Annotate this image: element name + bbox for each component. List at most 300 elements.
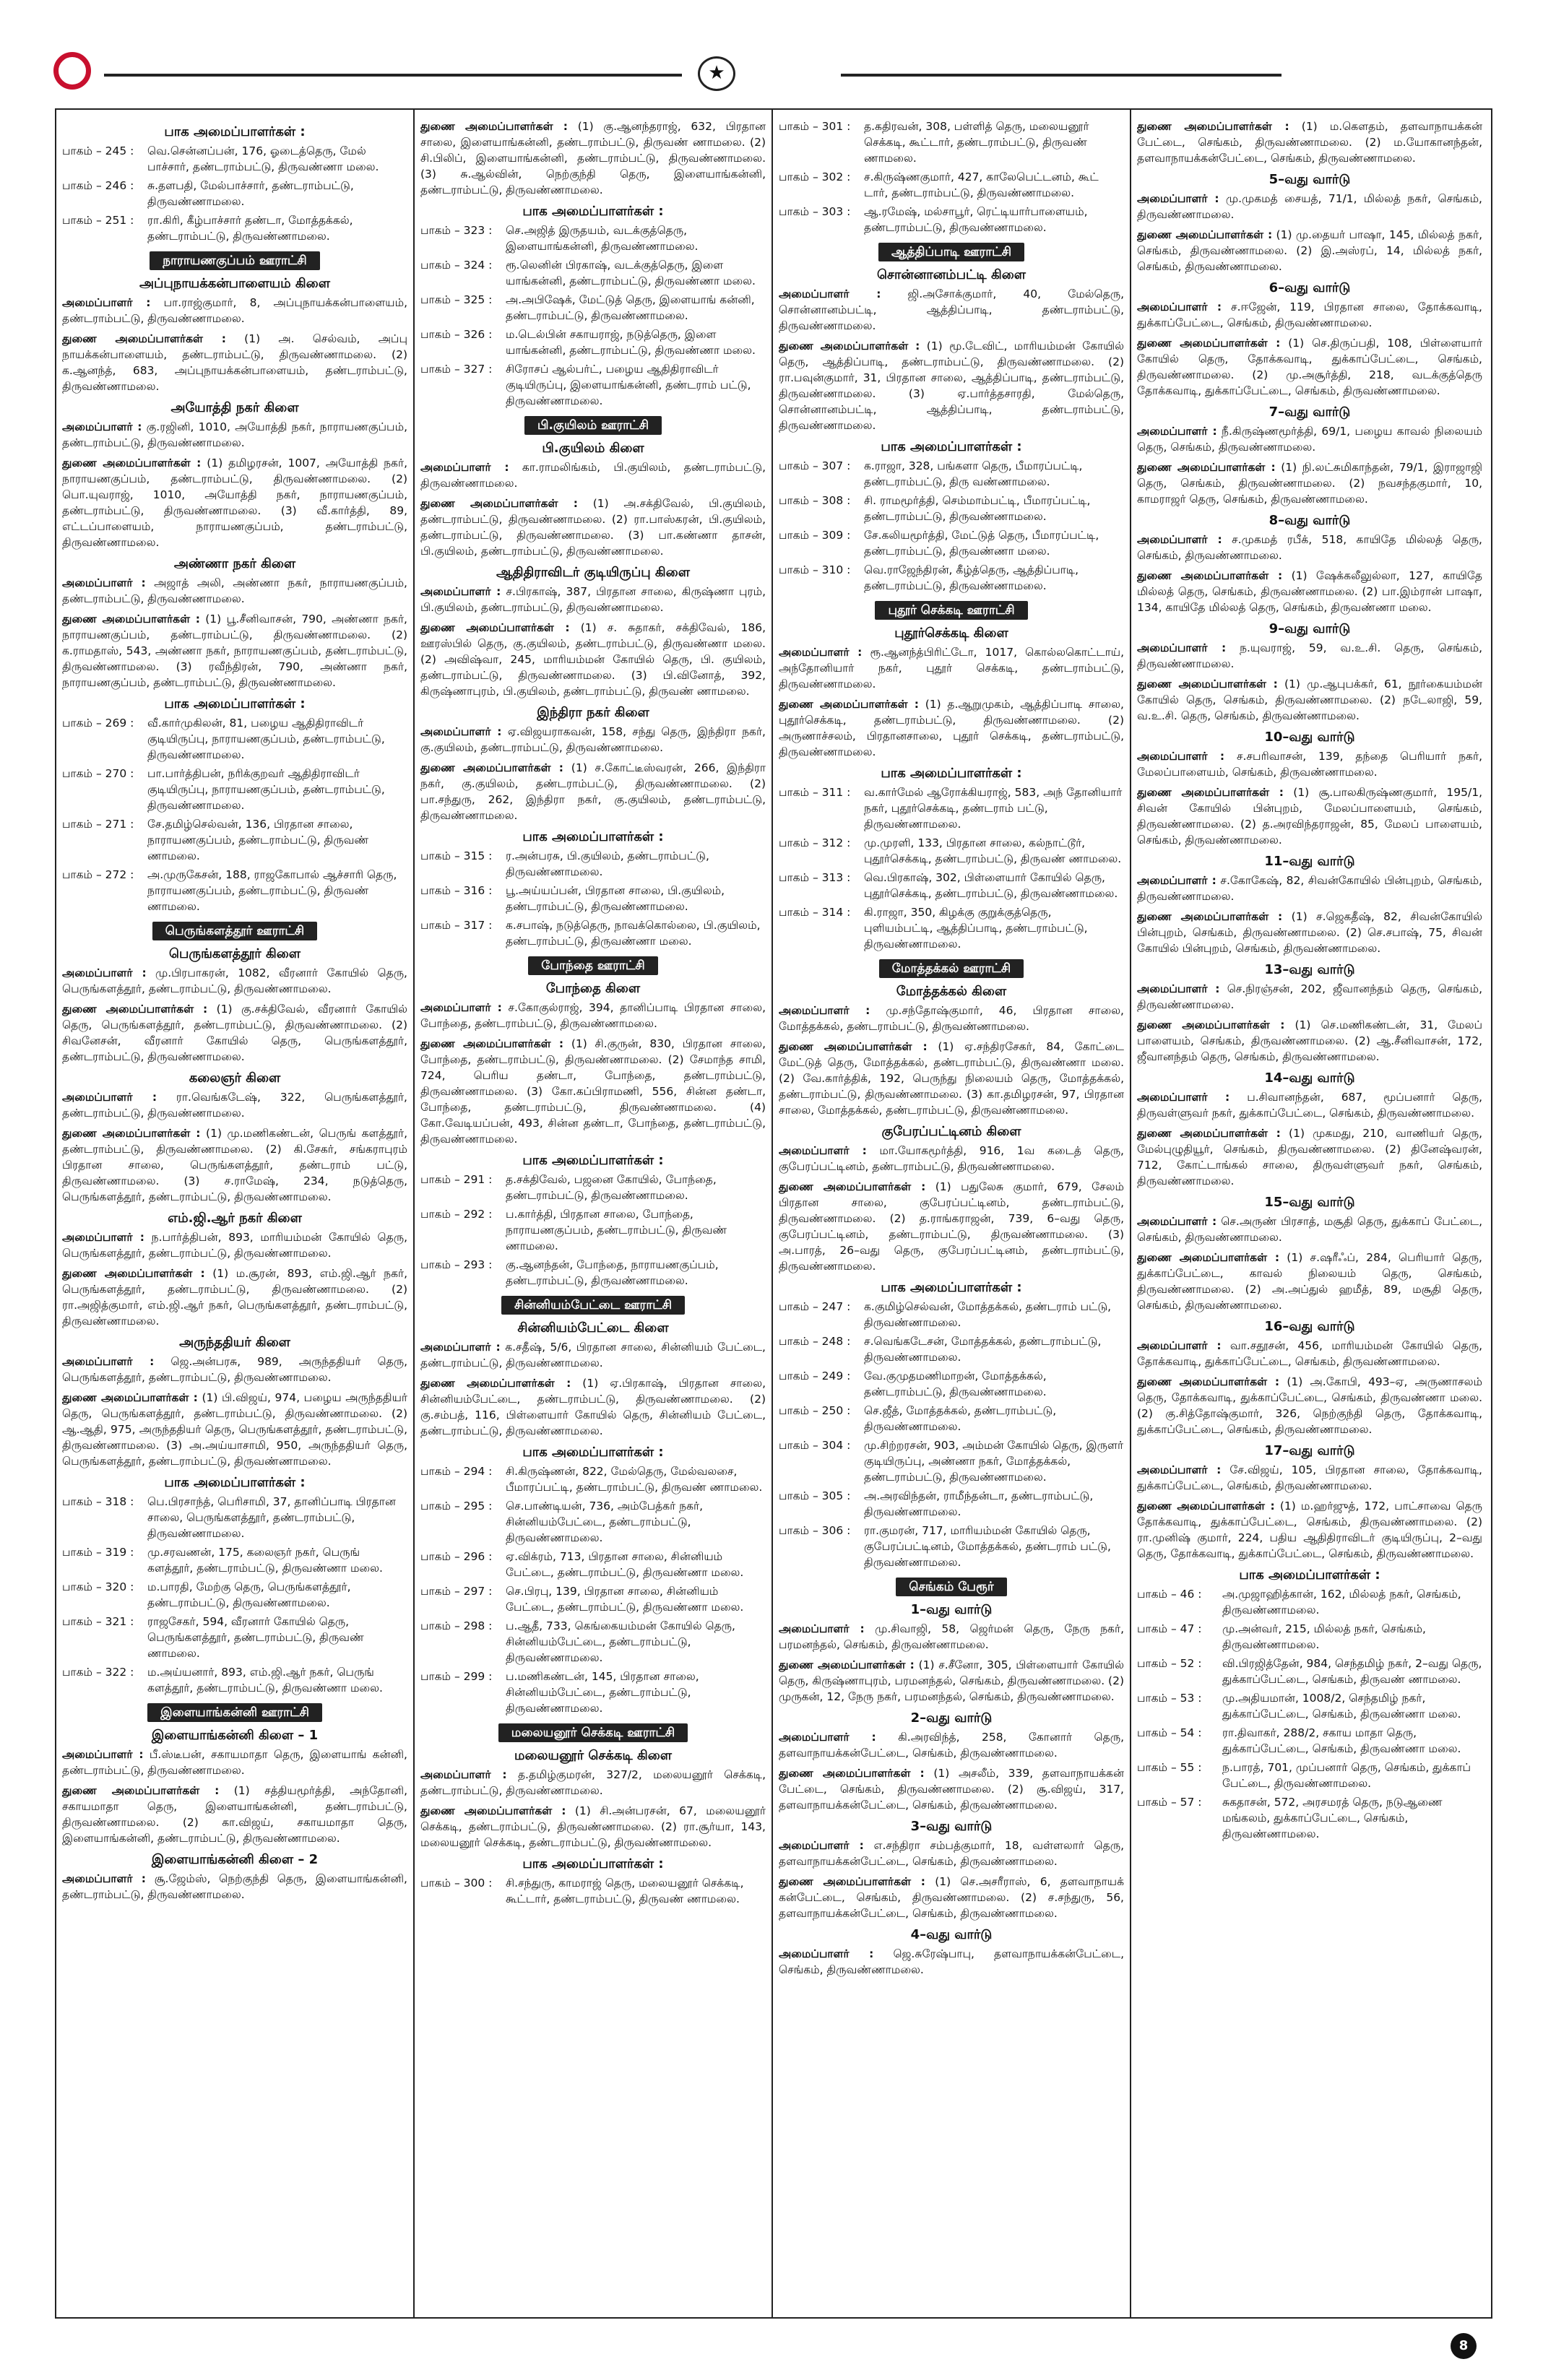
- booth-row: [779, 1403, 1124, 1435]
- section-heading: 4–வது வார்டு: [910, 1927, 993, 1942]
- role-label: துணை அமைப்பாளர்கள் :: [420, 761, 564, 774]
- section: [1137, 962, 1482, 1065]
- section: [1137, 118, 1482, 166]
- booth-number: பாகம் – 46 :: [1137, 1588, 1202, 1601]
- role-label: துணை அமைப்பாளர்கள் :: [62, 1267, 205, 1280]
- appointment-entry: [62, 1125, 407, 1205]
- appointment-entry: [420, 496, 766, 559]
- section: [779, 1710, 1124, 1813]
- booth-row: [1137, 1725, 1482, 1757]
- role-label: துணை அமைப்பாளர்கள் :: [1137, 1127, 1281, 1140]
- panchayat-banner: போந்தை ஊராட்சி: [528, 956, 658, 975]
- column-2: [420, 118, 766, 2314]
- booth-number: பாகம் – 247 :: [779, 1300, 851, 1313]
- panchayat-banner: நாராயணகுப்பம் ஊராட்சி: [150, 251, 319, 270]
- booth-row: [420, 1463, 766, 1495]
- appointment-entry: [62, 575, 407, 607]
- appointee-details: ப.சிவானந்தன், 687, மூப்பனார் தெரு, திருவள்ளுவர் நகர், துக்காப்பேட்டை, செங்கம், திருவண்ணாமலை.: [1137, 1091, 1482, 1120]
- booth-appointee: கு.ஆனந்தன், போந்தை, நாராயணகுப்பம், தண்டராம்பட்டு, திருவண்ணாமலை.: [506, 1258, 719, 1287]
- section: [779, 766, 1124, 952]
- section-heading: சின்னியம்பேட்டை கிளை: [517, 1320, 669, 1336]
- booth-appointee: சே.தமிழ்செல்வன், 136, பிரதான சாலை, நாராயணகுப்பம், தண்டராம்பட்டு, திருவண் ணாமலை.: [147, 818, 369, 862]
- appointee-details: ச.கோகேஷ், 82, சிவன்கோயில் பின்புறம், செங்கம், திருவண்ணாமலை.: [1137, 874, 1482, 903]
- booth-row: [1137, 1760, 1482, 1791]
- section: [420, 204, 766, 409]
- section-heading: 6–வது வார்டு: [1268, 280, 1351, 295]
- appointment-entry: [420, 1000, 766, 1031]
- booth-row: [62, 766, 407, 813]
- booth-row: [779, 562, 1124, 594]
- appointee-details: அஜாத் அலி, அண்ணா நகர், நாராயணகுப்பம், தண்டராம்பட்டு, திருவண்ணாமலை.: [62, 576, 407, 605]
- appointment-entry: [420, 760, 766, 823]
- booth-appointee: சி.சந்துரு, காமராஜ் தெரு, மலையனூர் செக்கடி, கூட்டார், தண்டராம்பட்டு, திருவண் ணாமலை.: [506, 1877, 744, 1905]
- appointee-details: (1) அ.சக்திவேல், பி.குயிலம், தண்டராம்பட்டு, திருவண்ணாமலை. (2) ரா.பாஸ்கரன், பி.குயிலம், தண்டராம்பட்டு, திருவண்ணாமலை. (3) பா.கண்ணா தாசன், பி.குயிலம், தண்டராம்பட்டு, திருவண்ணாமலை.: [420, 497, 766, 558]
- panchayat-banner: செங்கம் பேரூர்: [896, 1578, 1007, 1596]
- booth-number: பாகம் – 313 :: [779, 871, 851, 884]
- booth-number: பாகம் – 251 :: [62, 214, 134, 227]
- role-label: துணை அமைப்பாளர்கள் :: [1137, 1375, 1280, 1388]
- booth-appointee: ரா.குமரன், 717, மாரியம்மன் கோயில் தெரு, குபேரப்பட்டினம், மோத்தக்கல், தண்டராம் பட்டு, திருவண்ணாமலை.: [864, 1524, 1111, 1569]
- booth-appointee: ராஜசேகர், 594, வீரனார் கோயில் தெரு, பெருங்களத்தூர், தண்டராம்பட்டு, திருவண் ணாமலை.: [147, 1615, 364, 1660]
- section: [1137, 621, 1482, 724]
- section-heading: அப்புநாயக்கன்பாளையம் கிளை: [139, 276, 330, 291]
- booth-appointee: ந.பாரத், 701, முப்பனார் தெரு, செங்கம், துக்காப் பேட்டை, திருவண்ணாமலை.: [1222, 1761, 1471, 1790]
- section-heading: புதூர்செக்கடி கிளை: [894, 626, 1008, 641]
- section: [779, 243, 1124, 433]
- role-label: துணை அமைப்பாளர்கள் :: [1137, 786, 1284, 799]
- section-heading: போந்தை கிளை: [545, 981, 641, 996]
- appointment-entry: [1137, 1338, 1482, 1369]
- booth-row: [779, 493, 1124, 524]
- appointee-details: (1) த.ஆறுமுகம், ஆத்திப்பாடி சாலை, புதூர்செக்கடி, தண்டராம்பட்டு, திருவண்ணாமலை. (2) அருணாச்சலம், பிரதானசாலை, புதூர் செக்கடி, தண்டராம்பட்டு, திருவண்ணாமலை.: [779, 698, 1124, 758]
- booth-number: பாகம் – 322 :: [62, 1666, 134, 1679]
- header-rule-left: [104, 74, 682, 77]
- booth-number: பாகம் – 270 :: [62, 767, 134, 780]
- appointment-entry: [420, 1803, 766, 1851]
- appointee-details: ஜெ.சுரேஷ்பாபு, தளவாநாயக்கன்பேட்டை, செங்கம், திருவண்ணாமலை.: [779, 1947, 1124, 1976]
- section: [779, 959, 1124, 1118]
- booth-row: [62, 143, 407, 175]
- column-4: [1137, 118, 1482, 2314]
- section: [62, 922, 407, 1065]
- booth-appointee: சி.கிருஷ்ணன், 822, மேல்தெரு, மேல்வலசை, பீமாரப்பட்டி, தண்டராம்பட்டு, திருவண் ணாமலை.: [506, 1465, 763, 1494]
- section-heading: பி.குயிலம் கிளை: [542, 441, 644, 456]
- section-heading: பெருங்களத்தூர் கிளை: [169, 946, 301, 961]
- appointment-entry: [62, 295, 407, 326]
- booth-row: [1137, 1621, 1482, 1653]
- appointee-details: (1) ச. சுதாகர், சக்திவேல், 186, ஊரஸ்பில் தெரு, கு.குயிலம், தண்டராம்பட்டு, திருவண்ணா மலை. (2) அவிஷ்வா, 245, மாரியம்மன் கோயில் தெரு, பி. குயிலம், தண்டராம்பட்டு, திருவண்ணாமலை. (3) பி.வினோத், 392, கிருஷ்ணாபுரம், பி.குயிலம், தண்டராம்பட்டு, திருவண் ணாமலை.: [420, 621, 766, 698]
- booth-number: பாகம் – 296 :: [420, 1550, 493, 1563]
- appointment-entry: [62, 1001, 407, 1065]
- role-label: துணை அமைப்பாளர்கள் :: [62, 1003, 208, 1016]
- appointee-details: (1) ம.கௌதம், தளவாநாயக்கன் பேட்டை, செங்கம், திருவண்ணாமலை. (2) ம.யோகானந்தன், தளவாநாயக்கன்பேட்டை, செங்கம், திருவண்ணாமலை.: [1137, 120, 1482, 165]
- appointee-details: ஜெ.அன்பரசு, 989, அருந்ததியர் தெரு, பெருங்களத்தூர், தண்டராம்பட்டு, திருவண்ணாமலை.: [62, 1355, 407, 1384]
- role-label: அமைப்பாளர் :: [779, 646, 863, 659]
- booth-row: [1137, 1794, 1482, 1842]
- appointment-entry: [420, 1036, 766, 1147]
- booth-row: [420, 883, 766, 914]
- section: [420, 1856, 766, 1907]
- role-label: அமைப்பாளர் :: [420, 1001, 502, 1014]
- appointee-details: (1) முகமது, 210, வாணியர் தெரு, மேல்புழுதியூர், செங்கம், திருவண்ணாமலை. (2) தினேஷ்வரன், 712, கோட்டாங்கல் சாலை, திருவள்ளுவர் நகர், செங்கம், திருவண்ணாமலை.: [1137, 1127, 1482, 1187]
- section-heading: 17–வது வார்டு: [1264, 1443, 1355, 1458]
- booth-number: பாகம் – 245 :: [62, 144, 134, 157]
- appointee-details: (1) அ. செல்வம், அப்பு நாயக்கன்பாளையம், தண்டராம்பட்டு, திருவண்ணாமலை. (2) க.ஆனந்த், 683, அப்புநாயக்கன்பாளையம், தண்டராம்பட்டு, திருவண்ணாமலை.: [62, 332, 407, 393]
- appointee-details: பீ.ஸ்டீபன், சகாயமாதா தெரு, இளையாங் கன்னி, தண்டராம்பட்டு, திருவண்ணாமலை.: [62, 1748, 407, 1777]
- appointee-details: (1) ம.சூரன், 893, எம்.ஜி.ஆர் நகர், பெருங்களத்தூர், தண்டராம்பட்டு, திருவண்ணாமலை. (2) ரா.அஜித்குமார், எம்.ஜி.ஆர் நகர், பெருங்களத்தூர், தண்டராம்பட்டு, திருவண்ணாமலை.: [62, 1267, 407, 1328]
- booth-appointee: சுகதாசன், 572, அரசமரத் தெரு, நடுஆணை மங்கலம், துக்காப்பேட்டை, செங்கம், திருவண்ணாமலை.: [1222, 1796, 1443, 1840]
- section: [779, 1578, 1124, 1705]
- booth-appointee: த.சக்திவேல், பஜனை கோயில், போந்தை, தண்டராம்பட்டு, திருவண்ணாமலை.: [506, 1173, 717, 1202]
- section-heading: 2–வது வார்டு: [910, 1710, 993, 1726]
- section: [1137, 1195, 1482, 1313]
- role-label: துணை அமைப்பாளர்கள் :: [1137, 910, 1283, 923]
- section: [62, 1211, 407, 1329]
- appointment-entry: [779, 1946, 1124, 1978]
- role-label: அமைப்பாளர் :: [1137, 750, 1225, 763]
- section-heading: 16–வது வார்டு: [1264, 1319, 1355, 1334]
- section: [779, 118, 1124, 235]
- booth-appointee: க.சபாஷ், நடுத்தெரு, நாவக்கொல்லை, பி.குயிலம், தண்டராம்பட்டு, திருவண்ணா மலை.: [506, 919, 761, 948]
- role-label: அமைப்பாளர் :: [62, 966, 147, 979]
- section: [1137, 172, 1482, 274]
- booth-appointee: ர.அன்பரசு, பி.குயிலம், தண்டராம்பட்டு, திருவண்ணாமலை.: [506, 849, 709, 878]
- appointment-entry: [779, 1039, 1124, 1118]
- booth-row: [1137, 1690, 1482, 1722]
- role-label: துணை அமைப்பாளர்கள் :: [420, 497, 578, 510]
- appointment-entry: [420, 724, 766, 756]
- booth-row: [420, 292, 766, 324]
- appointee-details: (1) செ.அசரீராஸ், 6, தளவாநாயக் கன்பேட்டை, செங்கம், திருவண்ணாமலை. (2) ச.சந்துரு, 56, தளவாநாயக்கன்பேட்டை, செங்கம், திருவண்ணாமலை.: [779, 1875, 1124, 1920]
- booth-row: [420, 257, 766, 289]
- appointee-details: கு.ரஜினி, 1010, அயோத்தி நகர், நாராயணகுப்பம், தண்டராம்பட்டு, திருவண்ணாமலை.: [62, 420, 407, 449]
- booth-appointee: ம.டெல்பின் சகாயராஜ், நடுத்தெரு, இளை யாங்கன்னி, தண்டராம்பட்டு, திருவண்ணா மலை.: [506, 328, 756, 357]
- section: [1137, 513, 1482, 615]
- booth-number: பாகம் – 47 :: [1137, 1622, 1202, 1635]
- role-label: அமைப்பாளர் :: [1137, 1463, 1222, 1476]
- role-label: அமைப்பாளர் :: [1137, 1339, 1222, 1352]
- booth-row: [420, 1669, 766, 1716]
- appointment-entry: [1137, 784, 1482, 848]
- appointment-entry: [1137, 1374, 1482, 1437]
- booth-appointee: வ.கார்மேல் ஆரோக்கியராஜ், 583, அந் தோனியார் நகர், புதூர்செக்கடி, தண்டராம் பட்டு, திருவண்ணாமலை.: [864, 786, 1123, 831]
- booth-appointee: ஆ.ரமேஷ், மல்சாபூர், ரெட்டியார்பாளையம், தண்டராம்பட்டு, திருவண்ணாமலை.: [864, 205, 1088, 234]
- booth-appointee: அ.முருகேசன், 188, ராஜகோபால் ஆச்சாரி தெரு, நாராயணகுப்பம், தண்டராம்பட்டு, திருவண் ணாமலை.: [147, 868, 397, 913]
- section-heading: 14–வது வார்டு: [1264, 1070, 1355, 1086]
- section: [1137, 1443, 1482, 1562]
- section: [62, 1475, 407, 1696]
- appointee-details: (1) ஏ.சந்திரசேகர், 84, கோட்டை மேட்டுத் தெரு, மோத்தக்கல், தண்டராம்பட்டு, திருவண்ணா மலை. (2) வே.கார்த்திக், 192, பெருந்து நிலையம் தெரு, மோத்தக்கல், தண்டராம்பட்டு, திருவண்ணாமலை. (3) கா.தமிழரசன், 97, பிரதான சாலை, மோத்தக்கல், தண்டராம்பட்டு, திருவண்ணாமலை.: [779, 1040, 1124, 1117]
- role-label: அமைப்பாளர் :: [1137, 874, 1216, 887]
- appointment-entry: [779, 644, 1124, 692]
- appointee-details: (1) ச.கோட்டீஸ்வரன், 266, இந்திரா நகர், கு.குயிலம், தண்டராம்பட்டு, திருவண்ணாமலை. (2) பா.சந்துரு, 262, இந்திரா நகர், கு.குயிலம், தண்டராம்பட்டு, திருவண்ணாமலை.: [420, 761, 766, 822]
- booth-appointee: சிரோசப் ஆல்பர்ட், பழைய ஆதிதிராவிடர் குடியிருப்பு, இளையாங்கன்னி, தண்டராம் பட்டு, திருவண்ணாமலை.: [506, 363, 751, 407]
- booth-row: [62, 212, 407, 244]
- appointment-entry: [62, 419, 407, 451]
- appointee-details: (1) ச.சீனோ, 305, பிள்ளையார் கோயில் தெரு, கிருஷ்ணாபுரம், பரமனந்தல், செங்கம், திருவண்ணாமலை. (2) முருகன், 12, நேரு நகர், பரமனந்தல், செங்கம், திருவண்ணாமலை.: [779, 1658, 1124, 1703]
- appointee-details: ச.முகமத் ரபீக், 518, காயிதே மில்லத் தெரு, செங்கம், திருவண்ணாமலை.: [1137, 533, 1482, 562]
- appointee-details: சே.விஜய், 105, பிரதான சாலை, தோக்கவாடி, துக்காப்பேட்டை, செங்கம், திருவண்ணாமலை.: [1137, 1463, 1482, 1492]
- column-3: [779, 118, 1124, 2314]
- section: [62, 1335, 407, 1469]
- section-heading: ஆதிதிராவிடர் குடியிருப்பு கிளை: [496, 565, 690, 580]
- appointee-details: (1) மு.தையர் பாஷா, 145, மில்லத் நகர், செங்கம், திருவண்ணாமலை. (2) இ.அஸ்ரப், 14, மில்லத் நகர், செங்கம், திருவண்ணாமலை.: [1137, 228, 1482, 273]
- booth-row: [1137, 1656, 1482, 1687]
- booth-number: பாகம் – 293 :: [420, 1258, 493, 1271]
- masthead: [46, 42, 1274, 92]
- appointee-details: (1) பதுலேசு குமார், 679, சேலம் பிரதான சாலை, குபேரப்பட்டினம், தண்டராம்பட்டு, திருவண்ணாமலை. (2) த.ராங்கராஜன், 739, 6–வது தெரு, குபேரப்பட்டினம், தண்டராம்பட்டு, திருவண்ணாமலை. (3) அ.பாரத், 26–வது தெரு, குபேரப்பட்டினம், தண்டராம்பட்டு, திருவண்ணாமலை.: [779, 1180, 1124, 1273]
- appointment-entry: [1137, 1213, 1482, 1245]
- elephant-emblem-icon: ★: [698, 56, 735, 91]
- appointee-details: (1) சி.அன்பரசன், 67, மலையனூர் செக்கடி, தண்டராம்பட்டு, திருவண்ணாமலை. (2) ரா.சூர்யா, 143, மலையனூர் செக்கடி, தண்டராம்பட்டு, திருவண்ணாமலை.: [420, 1804, 766, 1849]
- appointee-details: செ.அருண் பிரசாத், மசூதி தெரு, துக்காப் பேட்டை, செங்கம், திருவண்ணாமலை.: [1137, 1215, 1482, 1244]
- booth-row: [420, 1172, 766, 1203]
- booth-appointee: ரா.திவாகர், 288/2, சகாய மாதா தெரு, துக்காப்பேட்டை, செங்கம், திருவண்ணா மலை.: [1222, 1726, 1461, 1755]
- appointee-details: ரா.வெங்கடேஷ், 322, பெருங்களத்தூர், தண்டராம்பட்டு, திருவண்ணாமலை.: [62, 1091, 407, 1120]
- section-heading: இளையாங்கன்னி கிளை – 1: [151, 1728, 319, 1743]
- appointment-entry: [420, 1375, 766, 1439]
- booth-row: [420, 917, 766, 949]
- appointment-entry: [1137, 748, 1482, 780]
- booth-appointee: மு.சிற்றரசன், 903, அம்மன் கோயில் தெரு, இருளர் குடியிருப்பு, அண்ணா நகர், மோத்தக்கல், தண்டராம்பட்டு, திருவண்ணாமலை.: [864, 1439, 1124, 1484]
- booth-number: பாகம் – 55 :: [1137, 1761, 1202, 1774]
- role-label: துணை அமைப்பாளர்கள் :: [62, 1784, 220, 1797]
- booth-row: [420, 361, 766, 409]
- booth-row: [62, 1544, 407, 1576]
- role-label: அமைப்பாளர் :: [1137, 533, 1222, 546]
- booth-number: பாகம் – 317 :: [420, 919, 493, 932]
- appointee-details: எ.சந்திரா சம்பத்குமார், 18, வள்ளலார் தெரு, தளவாநாயக்கன்பேட்டை, செங்கம், திருவண்ணாமலை.: [779, 1839, 1124, 1868]
- booth-number: பாகம் – 323 :: [420, 224, 493, 237]
- appointment-entry: [420, 459, 766, 491]
- appointment-entry: [1137, 1250, 1482, 1313]
- booth-number: பாகம் – 314 :: [779, 906, 851, 919]
- section: [420, 1153, 766, 1289]
- booth-number: பாகம் – 324 :: [420, 259, 493, 272]
- section-heading: 1–வது வார்டு: [910, 1602, 993, 1617]
- section: [62, 1703, 407, 1846]
- appointment-entry: [1137, 335, 1482, 399]
- booth-row: [420, 1257, 766, 1289]
- appointee-details: (1) சி.குருன், 830, பிரதான சாலை, போந்தை, தண்டராம்பட்டு, திருவண்ணாமலை. (2) சேமாந்த சாமி, 724, பெரிய தண்டா, போந்தை, தண்டராம்பட்டு, திருவண்ணாமலை. (3) கோ.கப்பிராமணி, 556, சின்ன தண்டா, போந்தை, தண்டராம்பட்டு, திருவண்ணாமலை. (4) கோ.வேடியப்பன், 493, சின்ன தண்டா, போந்தை, தண்டராம்பட்டு, திருவண்ணாமலை.: [420, 1037, 766, 1146]
- appointee-details: (1) சூ.பாலகிருஷ்ணகுமார், 195/1, சிவன் கோயில் பின்புறம், மேலப்பாளையம், செங்கம், திருவண்ணாமலை. (2) த.அரவிந்தராஜன், 85, மேலப் பாளையம், செங்கம், திருவண்ணாமலை.: [1137, 786, 1482, 847]
- booth-row: [420, 1498, 766, 1546]
- appointee-details: (1) ச.ஜெகதீஷ், 82, சிவன்கோயில் பின்புறம், செங்கம், திருவண்ணாமலை. (2) செ.சபாஷ், 75, சிவன் கோயில் பின்புறம், செங்கம், திருவண்ணாமலை.: [1137, 910, 1482, 955]
- booth-row: [62, 867, 407, 914]
- section-heading: அருந்ததியர் கிளை: [179, 1335, 290, 1350]
- section: [62, 556, 407, 691]
- booth-number: பாகம் – 303 :: [779, 205, 851, 218]
- appointment-entry: [1137, 299, 1482, 331]
- booth-row: [62, 715, 407, 763]
- appointee-details: (1) ஷேக்கலீலுல்லா, 127, காயிதே மில்லத் தெரு, செங்கம், திருவண்ணாமலை. (2) பா.இம்ரான் பாஷா, 134, காயிதே மில்லத் தெரு, செங்கம், திருவண்ணா மலை.: [1137, 569, 1482, 614]
- section-heading: 8–வது வார்டு: [1268, 513, 1351, 528]
- appointee-details: ச.பிரகாஷ், 387, பிரதான சாலை, கிருஷ்ணா புரம், பி.குயிலம், தண்டராம்பட்டு, திருவண்ணாமலை.: [420, 585, 766, 614]
- section: [779, 439, 1124, 594]
- booth-number: பாகம் – 325 :: [420, 293, 493, 306]
- appointment-entry: [62, 1089, 407, 1121]
- booth-row: [62, 816, 407, 864]
- role-label: துணை அமைப்பாளர்கள் :: [779, 1180, 926, 1193]
- appointee-details: பா.ராஜ்குமார், 8, அப்புநாயக்கன்பாளையம், தண்டராம்பட்டு, திருவண்ணாமலை.: [62, 296, 407, 325]
- appointee-details: கி.அரவிந்த், 258, கோனார் தெரு, தளவாநாயக்கன்பேட்டை, செங்கம், திருவண்ணாமலை.: [779, 1731, 1124, 1760]
- booth-row: [779, 1437, 1124, 1485]
- page-number: 8: [1451, 2333, 1477, 2359]
- booth-row: [779, 784, 1124, 832]
- appointment-entry: [62, 965, 407, 997]
- booth-row: [779, 870, 1124, 901]
- appointee-details: (1) பூ.சீனிவாசன், 790, அண்ணா நகர், நாராயணகுப்பம், தண்டராம்பட்டு, திருவண்ணாமலை. (2) க.ராமதாஸ், 543, அண்ணா நகர், நாராயணகுப்பம், தண்டராம்பட்டு, திருவண்ணாமலை. (3) ரவீந்திரன், 790, அண்ணா நகர், நாராயணகுப்பம், தண்டராம்பட்டு, திருவண்ணாமலை.: [62, 613, 407, 689]
- booth-number: பாகம் – 271 :: [62, 818, 134, 831]
- section-heading: பாக அமைப்பாளர்கள் :: [522, 1445, 664, 1460]
- appointment-entry: [62, 1265, 407, 1329]
- role-label: துணை அமைப்பாளர்கள் :: [1137, 1251, 1280, 1264]
- role-label: அமைப்பாளர் :: [1137, 300, 1222, 313]
- panchayat-banner: பெருங்களத்தூர் ஊராட்சி: [152, 922, 317, 940]
- booth-row: [1137, 1586, 1482, 1618]
- appointment-entry: [1137, 981, 1482, 1013]
- section: [420, 118, 766, 198]
- role-label: அமைப்பாளர் :: [62, 296, 151, 309]
- appointment-entry: [62, 331, 407, 394]
- role-label: துணை அமைப்பாளர்கள் :: [420, 120, 568, 133]
- booth-row: [62, 1664, 407, 1696]
- booth-row: [62, 1579, 407, 1611]
- booth-appointee: அ.முஜாஹித்கான், 162, மில்லத் நகர், செங்கம், திருவண்ணாமலை.: [1222, 1588, 1461, 1617]
- appointment-entry: [62, 1783, 407, 1846]
- booth-number: பாகம் – 250 :: [779, 1404, 851, 1417]
- appointment-entry: [62, 1354, 407, 1385]
- booth-number: பாகம் – 319 :: [62, 1546, 134, 1559]
- role-label: துணை அமைப்பாளர்கள் :: [1137, 678, 1278, 691]
- section-heading: பாக அமைப்பாளர்கள் :: [522, 829, 664, 844]
- appointee-details: ச.கோகுல்ராஜ், 394, தானிப்பாடி பிரதான சாலை, போந்தை, தண்டராம்பட்டு, திருவண்ணாமலை.: [420, 1001, 766, 1030]
- booth-number: பாகம் – 269 :: [62, 717, 134, 730]
- appointee-details: செ.நிரஞ்சன், 202, ஜீவானந்தம் தெரு, செங்கம், திருவண்ணாமலை.: [1137, 982, 1482, 1011]
- booth-appointee: க.ராஜா, 328, பங்களா தெரு, பீமாரப்பட்டி, தண்டராம்பட்டு, திரு வண்ணாமலை.: [864, 459, 1083, 488]
- appointee-details: ந.பார்த்திபன், 893, மாரியம்மன் கோயில் தெரு, பெருங்களத்தூர், தண்டராம்பட்டு, திருவண்ணாமலை.: [62, 1231, 407, 1260]
- appointee-details: மா.யோகமூர்த்தி, 916, 1வ கடைத் தெரு, குபேரப்பட்டினம், தண்டராம்பட்டு, திருவண்ணாமலை.: [779, 1144, 1124, 1173]
- role-label: துணை அமைப்பாளர்கள் :: [420, 621, 570, 634]
- section: [420, 416, 766, 559]
- booth-row: [779, 1488, 1124, 1520]
- section: [779, 1280, 1124, 1570]
- role-label: அமைப்பாளர் :: [62, 1091, 157, 1104]
- role-label: அமைப்பாளர் :: [779, 1731, 876, 1744]
- section: [62, 400, 407, 550]
- booth-row: [420, 1206, 766, 1254]
- appointee-details: (1) கு.ஆனந்தராஜ், 632, பிரதான சாலை, இளையாங்கன்னி, தண்டராம்பட்டு, திருவண் ணாமலை. (2) சி.பிலிப், இளையாங்கன்னி, தண்டராம்பட்டு, திருவண்ணாமலை. (3) சு.ஆல்வின், நெற்குந்தி தெரு, இளையாங்கன்னி, தண்டராம்பட்டு, திருவண்ணாமலை.: [420, 120, 766, 196]
- section-heading: பாக அமைப்பாளர்கள் :: [164, 124, 306, 139]
- booth-number: பாகம் – 295 :: [420, 1500, 493, 1513]
- booth-appointee: ப.மணிகண்டன், 145, பிரதான சாலை, சின்னியம்பேட்டை, தண்டராம்பட்டு, திருவண்ணாமலை.: [506, 1670, 699, 1715]
- booth-appointee: வெ.ராஜேந்திரன், கீழ்த்தெரு, ஆத்திப்பாடி, தண்டராம்பட்டு, திருவண்ணாமலை.: [864, 563, 1079, 592]
- appointee-details: மு.பிரபாகரன், 1082, வீரனார் கோயில் தெரு, பெருங்களத்தூர், தண்டராம்பட்டு, திருவண்ணாமலை.: [62, 966, 407, 995]
- booth-number: பாகம் – 308 :: [779, 494, 851, 507]
- appointment-entry: [779, 1143, 1124, 1174]
- booth-number: பாகம் – 246 :: [62, 179, 134, 192]
- column-divider: [1130, 108, 1131, 2319]
- role-label: துணை அமைப்பாளர்கள் :: [420, 1804, 566, 1817]
- booth-appointee: கி.ராஜா, 350, கிழக்கு குறுக்குத்தெரு, புளியம்பட்டி, ஆத்திப்பாடி, தண்டராம்பட்டு, திருவண்ணாமலை.: [864, 906, 1088, 951]
- section: [779, 1124, 1124, 1274]
- booth-row: [420, 222, 766, 254]
- role-label: அமைப்பாளர் :: [1137, 192, 1219, 205]
- appointment-entry: [1137, 1017, 1482, 1065]
- appointee-details: சூ.ஜேம்ஸ், நெற்குந்தி தெரு, இளையாங்கன்னி, தண்டராம்பட்டு, திருவண்ணாமலை.: [62, 1872, 407, 1901]
- booth-row: [779, 458, 1124, 490]
- role-label: அமைப்பாளர் :: [420, 461, 509, 474]
- section: [1137, 1070, 1482, 1189]
- role-label: அமைப்பாளர் :: [62, 1748, 144, 1761]
- appointment-entry: [1137, 191, 1482, 222]
- section-heading: 9–வது வார்டு: [1268, 621, 1351, 636]
- booth-appointee: மு.சரவணன், 175, கலைஞர் நகர், பெருங் களத்தூர், தண்டராம்பட்டு, திருவண்ணா மலை.: [147, 1546, 383, 1575]
- booth-appointee: மு.அன்வர், 215, மில்லத் நகர், செங்கம், திருவண்ணாமலை.: [1222, 1622, 1426, 1651]
- appointee-details: மு.முகமத் சையத், 71/1, மில்லத் நகர், செங்கம், திருவண்ணாமலை.: [1137, 192, 1482, 221]
- section-heading: கலைஞர் கிளை: [189, 1070, 281, 1086]
- section-heading: அண்ணா நகர் கிளை: [173, 556, 296, 571]
- appointment-entry: [420, 620, 766, 699]
- appointee-details: கா.ராமலிங்கம், பி.குயிலம், தண்டராம்பட்டு, திருவண்ணாமலை.: [420, 461, 766, 490]
- section: [62, 1070, 407, 1205]
- section: [420, 705, 766, 823]
- role-label: அமைப்பாளர் :: [1137, 1091, 1230, 1104]
- appointee-details: (1) மு.ஆபுபக்கர், 61, நூர்கையம்மன் கோயில் தெரு, செங்கம், திருவண்ணாமலை. (2) நடேலாஜி, 59, வ.உ.சி. தெரு, செங்கம், திருவண்ணாமலை.: [1137, 678, 1482, 722]
- appointment-entry: [62, 611, 407, 691]
- role-label: அமைப்பாளர் :: [779, 1004, 870, 1017]
- booth-row: [779, 1333, 1124, 1365]
- booth-number: பாகம் – 326 :: [420, 328, 493, 341]
- appointment-entry: [779, 1838, 1124, 1869]
- booth-appointee: ஏ.விக்ரம், 713, பிரதான சாலை, சின்னியம் பேட்டை, தண்டராம்பட்டு, திருவண்ணா மலை.: [506, 1550, 744, 1579]
- appointee-details: மு.சிவாஜி, 58, ஜெர்மன் தெரு, நேரு நகர், பரமனந்தல், செங்கம், திருவண்ணாமலை.: [779, 1622, 1124, 1651]
- appointee-details: ந.யுவராஜ், 59, வ.உ.சி. தெரு, செங்கம், திருவண்ணாமலை.: [1137, 641, 1482, 670]
- role-label: அமைப்பாளர் :: [1137, 425, 1217, 438]
- appointment-entry: [1137, 1462, 1482, 1494]
- appointment-entry: [779, 1729, 1124, 1761]
- panchayat-banner: புதூர் செக்கடி ஊராட்சி: [875, 601, 1027, 620]
- column-1: [62, 118, 407, 2314]
- role-label: துணை அமைப்பாளர்கள் :: [62, 613, 200, 626]
- appointment-entry: [420, 584, 766, 615]
- role-label: அமைப்பாளர் :: [779, 1947, 874, 1960]
- appointee-details: ஜி.அசோக்குமார், 40, மேல்தெரு, சொன்னானம்பட்டி, ஆத்திப்பாடி, தண்டராம்பட்டு, திருவண்ணாமலை.: [779, 287, 1124, 332]
- role-label: துணை அமைப்பாளர்கள் :: [1137, 461, 1276, 474]
- booth-number: பாகம் – 298 :: [420, 1619, 493, 1632]
- booth-number: பாகம் – 311 :: [779, 786, 851, 799]
- section-heading: இந்திரா நகர் கிளை: [537, 705, 649, 720]
- section-heading: இளையாங்கன்னி கிளை – 2: [151, 1852, 319, 1867]
- appointee-details: (1) மு.மணிகண்டன், பெருங் களத்தூர், தண்டராம்பட்டு, திருவண்ணாமலை. (2) கி.சேகர், சங்கராபுரம் பிரதான சாலை, பெருங்களத்தூர், தண்டராம் பட்டு, திருவண்ணாமலை. (3) ச.ராமேஷ், 234, நடுத்தெரு, பெருங்களத்தூர், தண்டராம்பட்டு, திருவண்ணாமலை.: [62, 1127, 407, 1203]
- appointee-details: வா.சதூசன், 456, மாரியம்மன் கோயில் தெரு, தோக்கவாடி, துக்காப்பேட்டை, செங்கம், திருவண்ணாமலை.: [1137, 1339, 1482, 1368]
- booth-number: பாகம் – 310 :: [779, 563, 851, 576]
- section: [420, 1445, 766, 1716]
- booth-appointee: அ.அபிஷேக், மேட்டுத் தெரு, இளையாங் கன்னி, தண்டராம்பட்டு, திருவண்ணாமலை.: [506, 293, 755, 322]
- booth-appointee: வே.குமுதமணிமாறன், மோத்தக்கல், தண்டராம்பட்டு, திருவண்ணாமலை.: [864, 1369, 1047, 1398]
- appointee-details: (1) செ.திருப்பதி, 108, பிள்ளையார் கோயில் தெரு, தோக்கவாடி, துக்காப்பேட்டை, செங்கம், திருவண்ணாமலை. (2) மு.அசூர்த்தி, 218, வடக்குத்தெரு தோக்கவாடி, துக்காப்பேட்டை, செங்கம், திருவண்ணாமலை.: [1137, 337, 1482, 397]
- booth-appointee: ரூ.லெனின் பிரகாஷ், வடக்குத்தெரு, இளை யாங்கன்னி, தண்டராம்பட்டு, திருவண்ணா மலை.: [506, 259, 756, 287]
- section-heading: 5–வது வார்டு: [1268, 172, 1351, 187]
- booth-appointee: க.குமிழ்செல்வன், மோத்தக்கல், தண்டராம் பட்டு, திருவண்ணாமலை.: [864, 1300, 1112, 1329]
- appointee-details: (1) பி.விஜய், 974, பழைய அருந்ததியர் தெரு, பெருங்களத்தூர், தண்டராம்பட்டு, திருவண்ணாமலை. (2) ஆ.ஆதி, 975, அருந்ததியர் தெரு, பெருங்களத்தூர், தண்டராம்பட்டு, திருவண்ணாமலை. (3) அ.அய்யாசாமி, 950, அருந்ததியர் தெரு, பெருங்களத்தூர், தண்டராம்பட்டு, திருவண்ணாமலை.: [62, 1391, 407, 1468]
- appointee-details: த.தமிழ்குமரன், 327/2, மலையனூர் செக்கடி, தண்டராம்பட்டு, திருவண்ணாமலை.: [420, 1768, 766, 1797]
- appointment-entry: [62, 1390, 407, 1469]
- appointee-details: ரூ.ஆனந்த்பிரிட்டோ, 1017, கொல்லகொட்டாய், அந்தோனியார் நகர், புதூர் செக்கடி, தண்டராம்பட்டு, திருவண்ணாமலை.: [779, 646, 1124, 691]
- section: [420, 1723, 766, 1851]
- role-label: அமைப்பாளர் :: [62, 1231, 144, 1244]
- booth-row: [779, 835, 1124, 867]
